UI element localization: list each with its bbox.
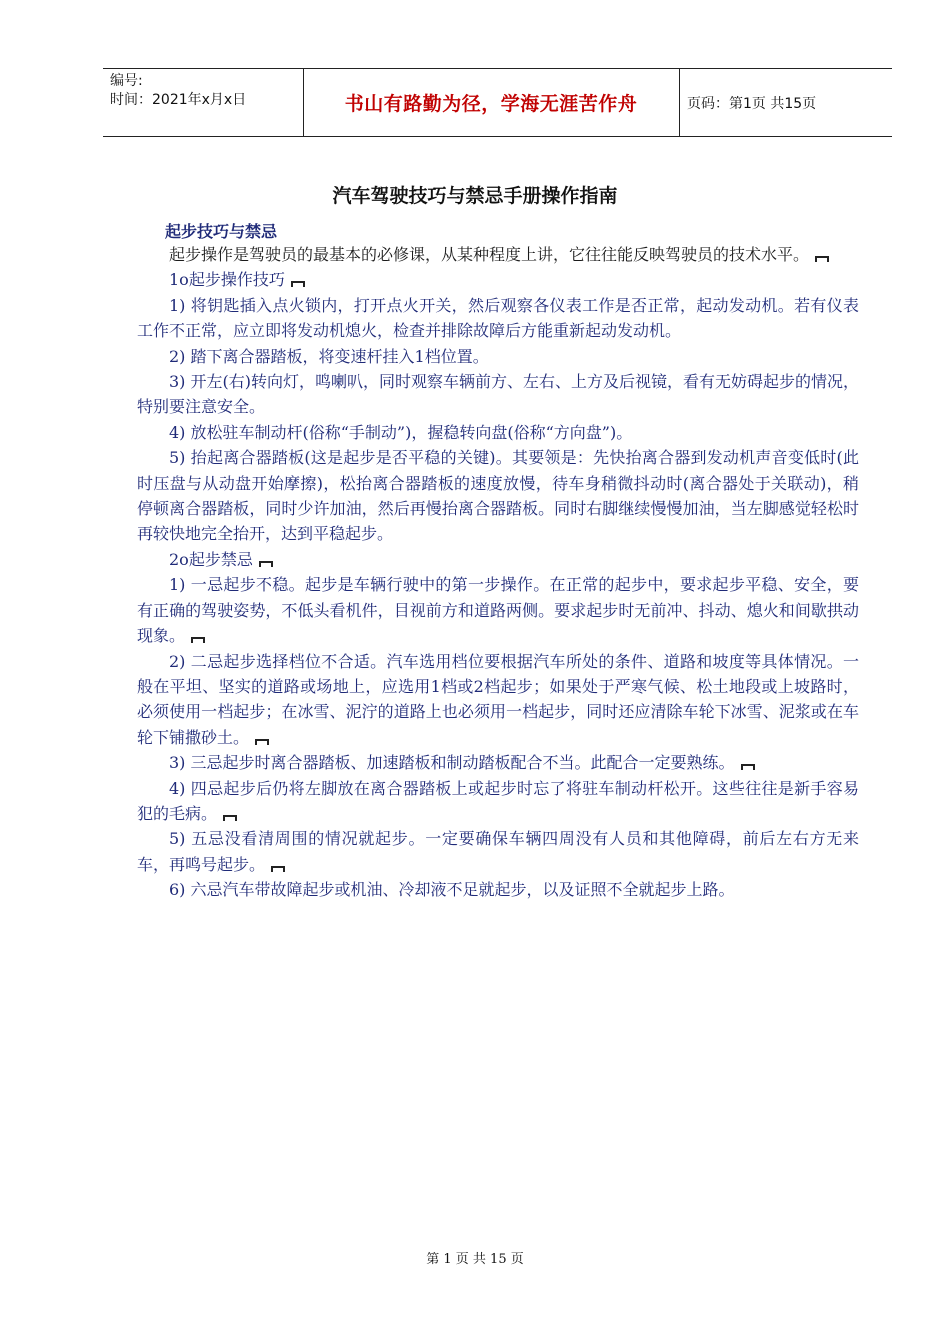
header-meta (110, 72, 246, 110)
paragraph-mark-icon (259, 561, 273, 567)
time-label: 时间：2021年x月x日 (110, 92, 247, 108)
technique-item (137, 445, 859, 547)
paragraph-mark-icon (741, 764, 755, 770)
taboo-item (137, 572, 859, 648)
list-item-text: 4) 放松驻车制动杆(俗称“手制动”)，握稳转向盘(俗称“方向盘”)。 (169, 422, 633, 442)
subheading-taboos (137, 547, 859, 572)
document-header (103, 68, 892, 137)
intro-text: 起步操作是驾驶员的最基本的必修课，从某种程度上讲，它往往能反映驾驶员的技术水平。 (169, 245, 810, 264)
list-item-text: 5) 抬起离合器踏板(这是起步是否平稳的关键)。其要领是：先快抬离合器到发动机声音变低时(此时压盘与从动盘开始摩擦)，松抬离合器踏板的速度放慢，待车身稍微抖动时(离合器处于关联动)，稍停顿离合器踏板，同时少许加油，然后再慢抬离合器踏板。同时右脚继续慢慢加油，当左脚感觉轻松时再较快地完全抬开，达到平稳起步。 (137, 448, 859, 544)
subheading-text: 1o起步操作技巧 (169, 270, 285, 290)
subheading-text: 2o起步禁忌 (169, 549, 253, 569)
header-divider (679, 69, 680, 136)
taboo-item (137, 649, 859, 751)
taboo-item (137, 826, 859, 877)
list-item-text: 6) 六忌汽车带故障起步或机油、冷却液不足就起步，以及证照不全就起步上路。 (169, 880, 735, 900)
list-item-text: 2) 踏下离合器踏板，将变速杆挂入1档位置。 (169, 346, 489, 366)
list-item-text: 3) 开左(右)转向灯，鸣喇叭，同时观察车辆前方、左右、上方及后视镜，看有无妨碍起步的情况，特别要注意安全。 (137, 372, 859, 417)
document-title: 汽车驾驶技巧与禁忌手册操作指南 (332, 185, 618, 207)
taboo-item (137, 776, 859, 827)
header-page-info: 页码：第1页 共15页 (687, 96, 817, 112)
paragraph-mark-icon (271, 866, 285, 872)
taboo-item (137, 750, 859, 775)
intro-paragraph (137, 242, 859, 267)
technique-item (137, 369, 859, 420)
list-item-text: 5) 五忌没看清周围的情况就起步。一定要确保车辆四周没有人员和其他障碍，前后左右方无来车，再鸣号起步。 (137, 829, 859, 874)
list-item-text: 1) 一忌起步不稳。起步是车辆行驶中的第一步操作。在正常的起步中，要求起步平稳、安全，要有正确的驾驶姿势，不低头看机件，目视前方和道路两侧。要求起步时无前冲、抖动、熄火和间歇拱动现象。 (137, 575, 859, 646)
list-item-text: 3) 三忌起步时离合器踏板、加速踏板和制动踏板配合不当。此配合一定要熟练。 (169, 753, 735, 773)
paragraph-mark-icon (815, 256, 829, 262)
list-item-text: 2) 二忌起步选择档位不合适。汽车选用档位要根据汽车所处的条件、道路和坡度等具体情况。一般在平坦、坚实的道路或场地上，应选用1档或2档起步；如果处于严寒气候、松土地段或上坡路时，必须使用一档起步；在冰雪、泥泞的道路上也必须用一档起步，同时还应清除车轮下冰雪、泥浆或在车轮下铺撒砂土。 (137, 651, 859, 747)
paragraph-mark-icon (291, 281, 305, 287)
paragraph-mark-icon (223, 815, 237, 821)
paragraph-mark-icon (255, 739, 269, 745)
technique-item (137, 344, 859, 369)
subheading-techniques (137, 267, 859, 292)
document-body (137, 242, 859, 903)
paragraph-mark-icon (191, 637, 205, 643)
list-item-text: 4) 四忌起步后仍将左脚放在离合器踏板上或起步时忘了将驻车制动杆松开。这些往往是新手容易犯的毛病。 (137, 778, 859, 823)
list-item-text: 1) 将钥匙插入点火锁内，打开点火开关，然后观察各仪表工作是否正常，起动发动机。若有仪表工作不正常，应立即将发动机熄火，检查并排除故障后方能重新起动发动机。 (137, 295, 859, 341)
page-footer: 第 1 页 共 15 页 (426, 1252, 524, 1267)
header-motto: 书山有路勤为径，学海无涯苦作舟 (344, 93, 638, 115)
section-heading: 起步技巧与禁忌 (165, 222, 278, 241)
technique-item (137, 293, 859, 344)
taboo-item (137, 877, 859, 902)
technique-item (137, 420, 859, 445)
number-label: 编号: (110, 73, 143, 89)
